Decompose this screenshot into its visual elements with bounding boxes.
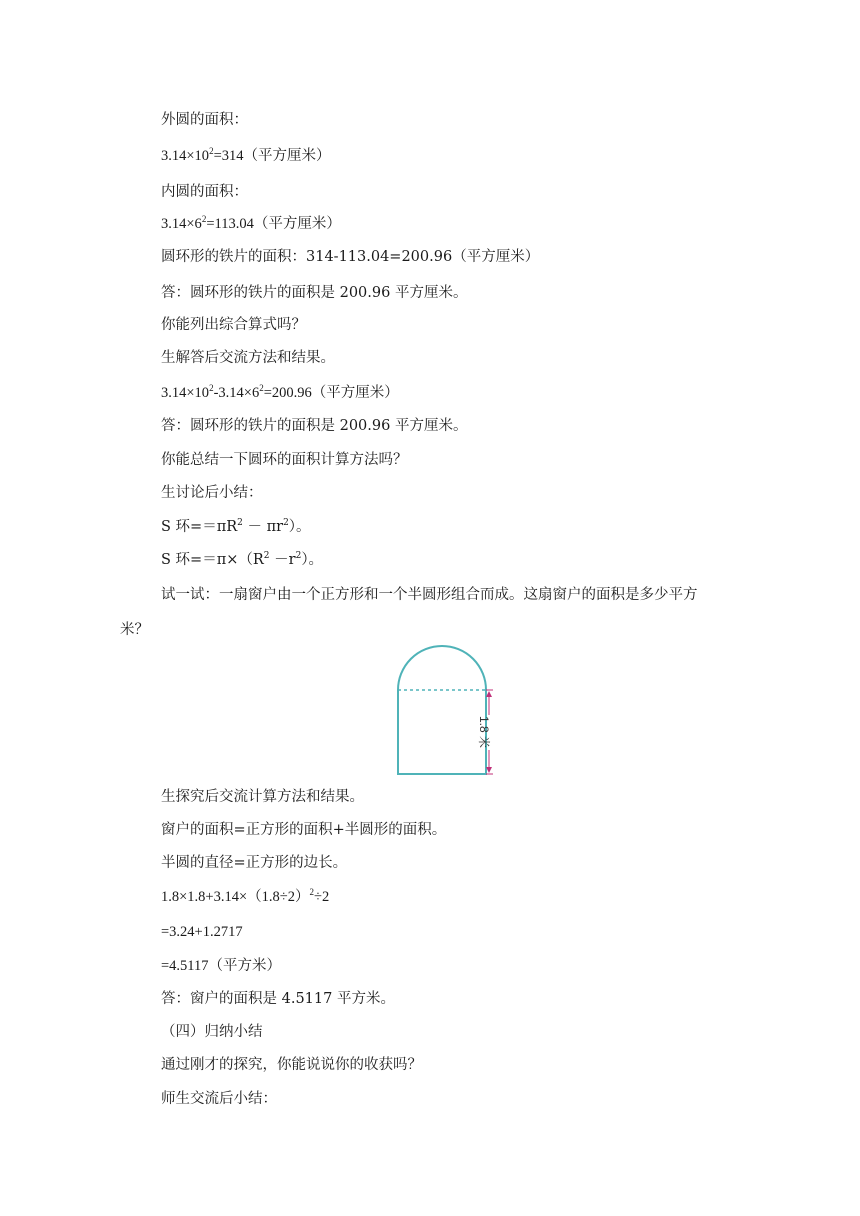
text-line-3: 内圆的面积： xyxy=(161,184,248,200)
text-line-1: 外圆的面积： xyxy=(161,112,248,128)
text-line-26: 师生交流后小结： xyxy=(161,1091,277,1107)
text-line-11: 你能总结一下圆环的面积计算方法吗？ xyxy=(161,452,408,468)
text-line-25: 通过刚才的探究，你能说说你的收获吗？ xyxy=(161,1057,422,1073)
window-outline xyxy=(398,646,486,774)
formula-combined: $3.14\times 10^2-3.14\times 6^2=200.96$（平方厘米） xyxy=(161,383,399,401)
formula-inner-area: $3.14\times 6^2=113.04$（平方厘米） xyxy=(161,214,341,232)
text-line-5: 圆环形的铁片的面积：314-113.04=200.96（平方厘米） xyxy=(161,249,540,265)
section-heading: （四）归纳小结 xyxy=(161,1024,263,1040)
text-line-8: 生解答后交流方法和结果。 xyxy=(161,350,335,366)
text-line-15: 试一试：一扇窗户由一个正方形和一个半圆形组合而成。这扇窗户的面积是多少平方 xyxy=(161,587,698,603)
window-figure xyxy=(380,643,520,783)
text-line-6: 答：圆环形的铁片的面积是 200.96 平方厘米。 xyxy=(161,285,468,301)
text-line-17: 生探究后交流计算方法和结果。 xyxy=(161,789,364,805)
text-line-21: =3.24+1.2717 xyxy=(161,924,243,940)
formula-window: $1.8\times 1.8+3.14\times(1.8\div 2)^2\div 2$ xyxy=(161,887,330,905)
formula-ring-1: S 环$==\pi R^2 - \pi r^2$）。 xyxy=(161,518,311,535)
dimension-label: 1.8 米 xyxy=(477,715,491,749)
text-line-18: 窗户的面积=正方形的面积+半圆形的面积。 xyxy=(161,822,447,838)
formula-outer-area: $3.14\times 10^2=314$（平方厘米） xyxy=(161,146,331,164)
text-line-16: 米？ xyxy=(120,622,149,638)
text-line-22: =4.5117（平方米） xyxy=(161,958,282,974)
formula-ring-2: S 环$==\pi\times(R^2 -r^2)$。 xyxy=(161,551,324,568)
text-line-7: 你能列出综合算式吗？ xyxy=(161,317,306,333)
text-line-23: 答：窗户的面积是 4.5117 平方米。 xyxy=(161,991,395,1007)
text-line-10: 答：圆环形的铁片的面积是 200.96 平方厘米。 xyxy=(161,418,468,434)
text-line-19: 半圆的直径=正方形的边长。 xyxy=(161,855,348,871)
text-line-12: 生讨论后小结： xyxy=(161,485,263,501)
